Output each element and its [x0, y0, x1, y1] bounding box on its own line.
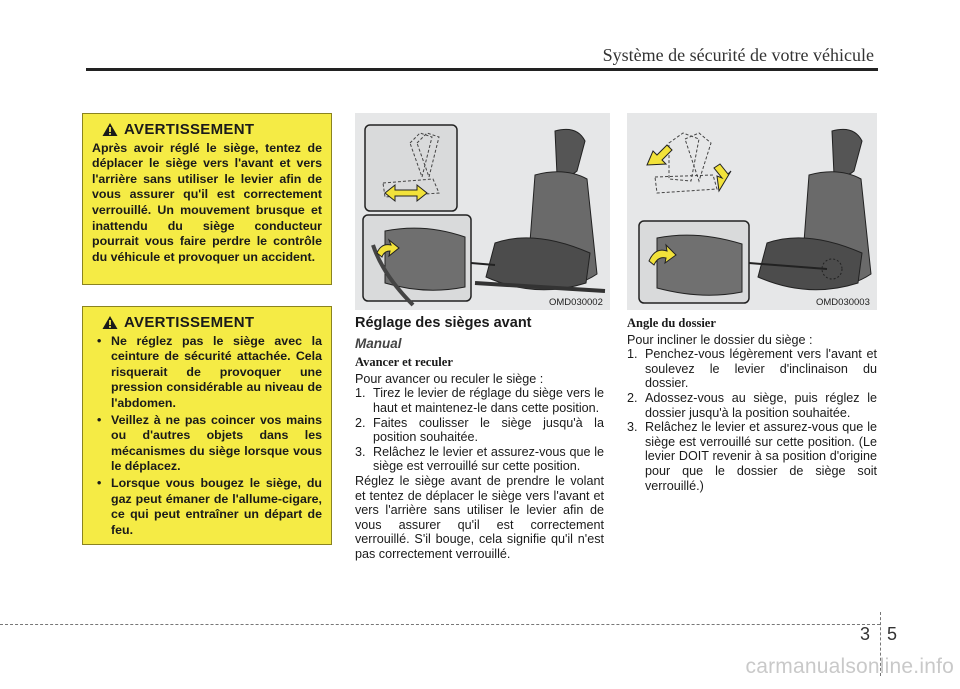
backrest-recline-drawing [627, 113, 877, 310]
step-item [355, 445, 604, 474]
warning-heading [102, 122, 322, 138]
footer-dashed-rule [0, 624, 880, 625]
backrest-recline-illustration [627, 113, 877, 310]
step-item [355, 386, 604, 415]
step-number: 1. [627, 347, 638, 362]
image-caption: OMD030003 [816, 297, 870, 308]
header-rule [86, 68, 878, 71]
steps-list [627, 347, 877, 493]
warning-heading [102, 315, 322, 331]
warning-title: AVERTISSEMENT [124, 314, 255, 331]
warning-box-seat-lock [82, 113, 332, 285]
section-subtitle: Manual [355, 335, 402, 351]
step-text: Tirez le levier de réglage du siège vers le haut et maintenez-le dans cette position. [373, 386, 604, 415]
step-item [627, 420, 877, 493]
warning-box-seat-adjust [82, 306, 332, 545]
warning-list-item: • Lorsque vous bougez le siège, du gaz peut émaner de l'allume-cigare, ce qui peut entraîner un départ de feu. [92, 476, 322, 538]
body-paragraph: Réglez le siège avant de prendre le volant et tentez de déplacer le siège vers l'avant et vers l'arrière sans utiliser le levier afin de vous assurer qu'il est correctement verrouillé. S'il bouge, cela signifie qu'il n'est pas correctement verrouillé. [355, 473, 604, 561]
intro-text: Pour avancer ou reculer le siège : [355, 371, 544, 386]
warning-list [92, 334, 322, 539]
step-item [627, 391, 877, 420]
step-number: 2. [627, 390, 638, 405]
step-text: Relâchez le levier et assurez-vous que le siège est verrouillé sur cette position. (Le levier DOIT revenir à sa position d'origine pour que le dossier de siège soit verrouillé.) [645, 420, 877, 493]
steps-list [355, 386, 604, 474]
step-text: Adossez-vous au siège, puis réglez le dossier jusqu'à la position souhaitée. [645, 390, 877, 420]
step-number: 1. [355, 386, 366, 401]
warning-list-item: • Veillez à ne pas coincer vos mains ou d'autres objets dans les mécanismes du siège lorsque vous le déplacez. [92, 413, 322, 475]
page-section-number: 3 [860, 624, 871, 644]
intro-text: Pour incliner le dossier du siège : [627, 332, 813, 347]
step-number: 3. [355, 444, 366, 459]
running-header-title: Système de sécurité de votre véhicule [602, 45, 874, 65]
backrest-instructions [627, 316, 877, 493]
step-item [627, 347, 877, 391]
warning-text: Après avoir réglé le siège, tentez de déplacer le siège vers l'avant et vers l'arrière sans utiliser le levier afin de vous assurer qu'il est correctement verrouillé. Un mouvement brusque et inattendu du siège conducteur pourrait vous faire perdre le contrôle du véhicule et provoquer un accident. [92, 140, 322, 264]
subsection-heading: Avancer et reculer [355, 355, 453, 370]
image-caption: OMD030002 [549, 297, 603, 308]
step-item [355, 416, 604, 445]
warning-triangle-icon [102, 122, 118, 137]
step-text: Relâchez le levier et assurez-vous que le siège est verrouillé sur cette position. [373, 444, 604, 474]
step-number: 3. [627, 420, 638, 435]
seat-slide-drawing [355, 113, 610, 310]
warning-list-item: • Ne réglez pas le siège avec la ceinture de sécurité attachée. Cela risquerait de provoquer une pression considérable au niveau de l'abdomen. [92, 334, 322, 412]
step-text: Penchez-vous légèrement vers l'avant et soulevez le levier d'inclinaison du dossier. [645, 347, 877, 391]
warning-title: AVERTISSEMENT [124, 121, 255, 138]
step-number: 2. [355, 415, 366, 430]
warning-triangle-icon [102, 315, 118, 330]
watermark: carmanualsonline.info [745, 655, 954, 678]
step-text: Faites coulisser le siège jusqu'à la position souhaitée. [373, 415, 604, 445]
seat-slide-illustration [355, 113, 610, 310]
seat-slide-instructions [355, 316, 604, 562]
subsection-heading: Angle du dossier [627, 316, 716, 330]
page-number: 5 [887, 624, 898, 644]
section-title: Réglage des sièges avant [355, 315, 532, 331]
